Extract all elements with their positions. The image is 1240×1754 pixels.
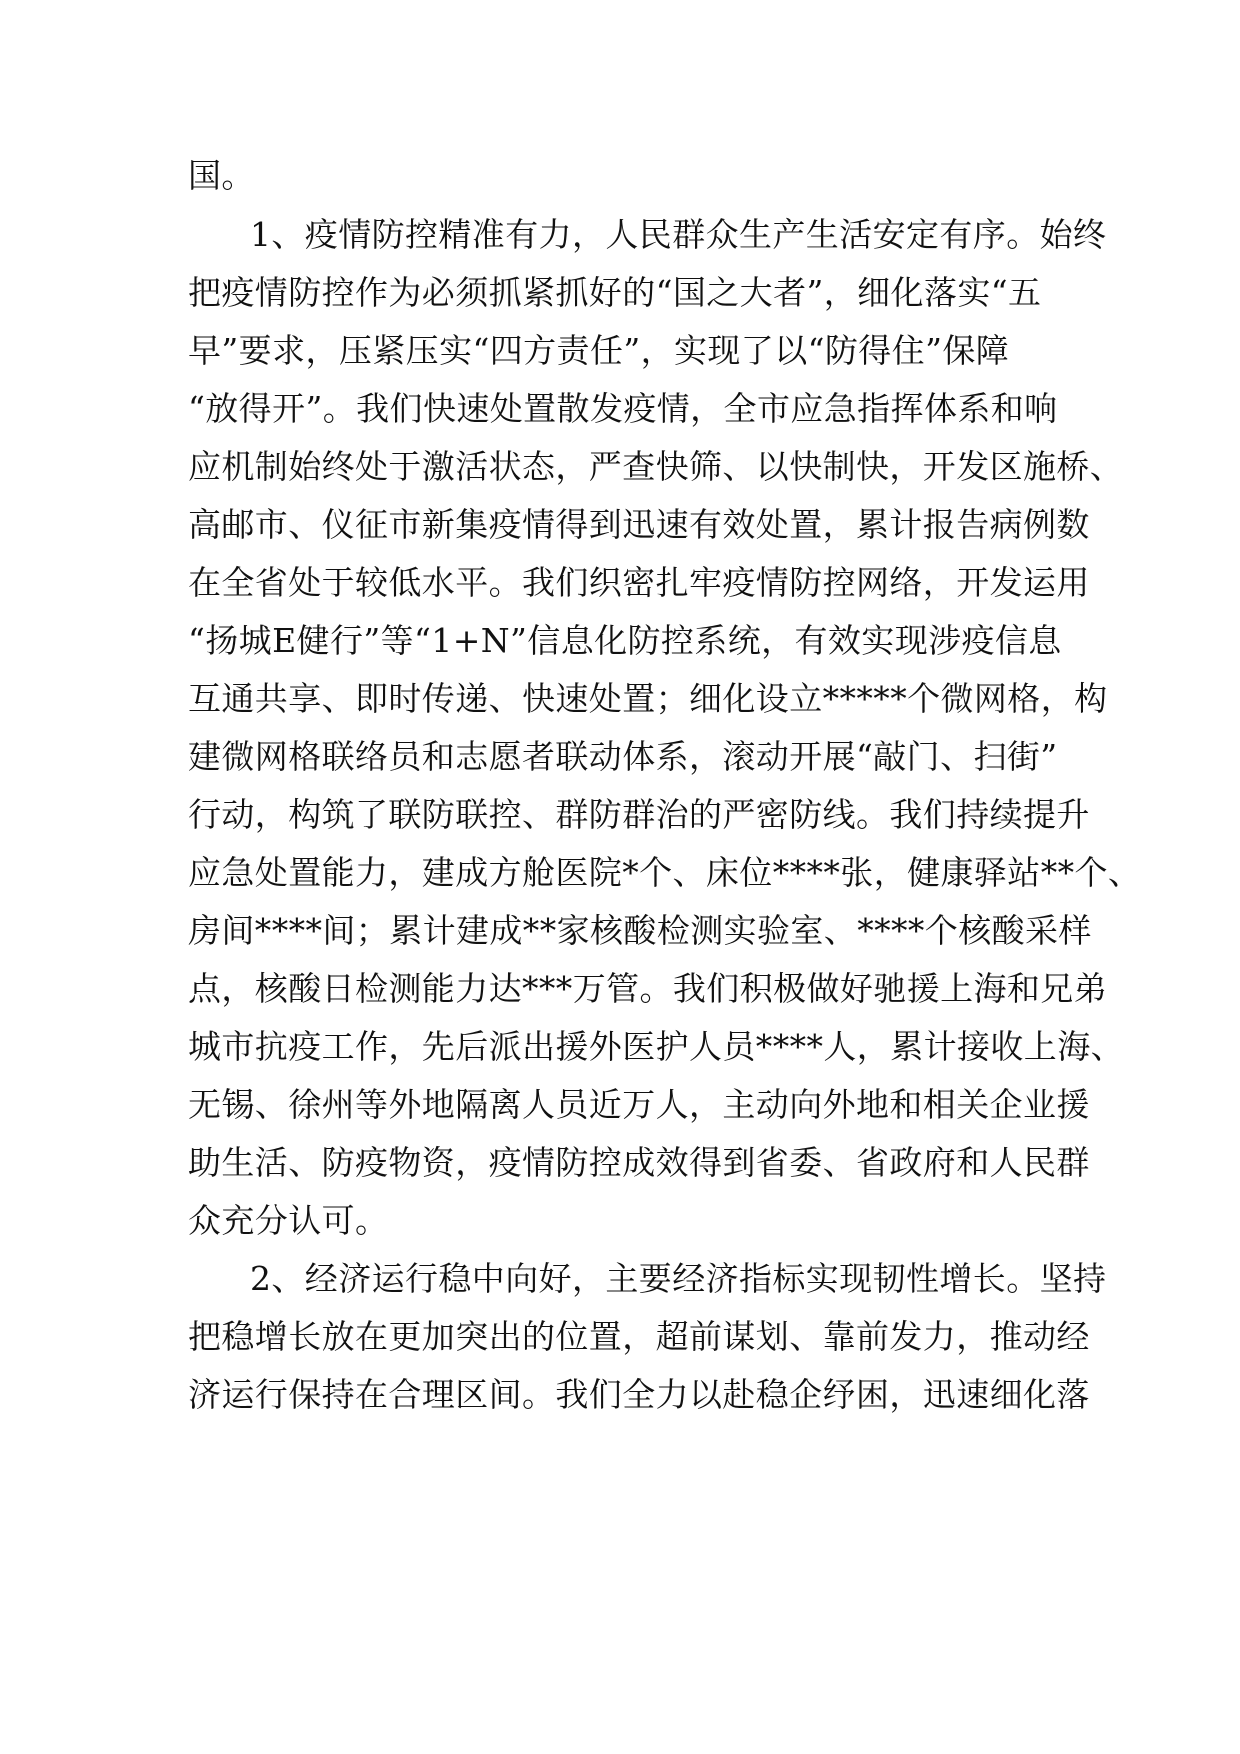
text-line: 1、疫情防控精准有力，人民群众生产生活安定有序。始终 [250, 215, 1107, 254]
text-line: 助生活、防疫物资，疫情防控成效得到省委、省政府和人民群 [188, 1143, 1090, 1182]
text-line: “扬城E健行”等“1+N”信息化防控系统，有效实现涉疫信息 [188, 621, 1062, 660]
text-line: 行动，构筑了联防联控、群防群治的严密防线。我们持续提升 [188, 795, 1090, 834]
text-line: “放得开”。我们快速处置散发疫情，全市应急指挥体系和响 [188, 389, 1058, 428]
text-line: 把疫情防控作为必须抓紧抓好的“国之大者”，细化落实“五 [188, 273, 1042, 312]
text-line: 点，核酸日检测能力达***万管。我们积极做好驰援上海和兄弟 [188, 969, 1108, 1008]
text-line: 应急处置能力，建成方舱医院*个、床位****张，健康驿站**个、 [188, 853, 1142, 892]
text-line: 无锡、徐州等外地隔离人员近万人，主动向外地和相关企业援 [188, 1085, 1090, 1124]
text-line: 城市抗疫工作，先后派出援外医护人员****人，累计接收上海、 [188, 1027, 1124, 1066]
text-line: 2、经济运行稳中向好，主要经济指标实现韧性增长。坚持 [250, 1259, 1107, 1298]
text-line: 在全省处于较低水平。我们织密扎牢疫情防控网络，开发运用 [188, 563, 1090, 602]
text-line: 国。 [188, 156, 255, 195]
text-line: 高邮市、仪征市新集疫情得到迅速有效处置，累计报告病例数 [188, 505, 1090, 544]
text-line: 济运行保持在合理区间。我们全力以赴稳企纾困，迅速细化落 [188, 1375, 1090, 1414]
text-line: 建微网格联络员和志愿者联动体系，滚动开展“敲门、扫街” [188, 737, 1058, 776]
text-line: 早”要求，压紧压实“四方责任”，实现了以“防得住”保障 [188, 331, 1010, 370]
text-line: 互通共享、即时传递、快速处置；细化设立*****个微网格，构 [188, 679, 1108, 718]
text-line: 应机制始终处于激活状态，严查快筛、以快制快，开发区施桥、 [188, 447, 1124, 486]
text-line: 房间****间；累计建成**家核酸检测实验室、****个核酸采样 [188, 911, 1092, 950]
text-line: 众充分认可。 [188, 1201, 389, 1240]
text-line: 把稳增长放在更加突出的位置，超前谋划、靠前发力，推动经 [188, 1317, 1090, 1356]
